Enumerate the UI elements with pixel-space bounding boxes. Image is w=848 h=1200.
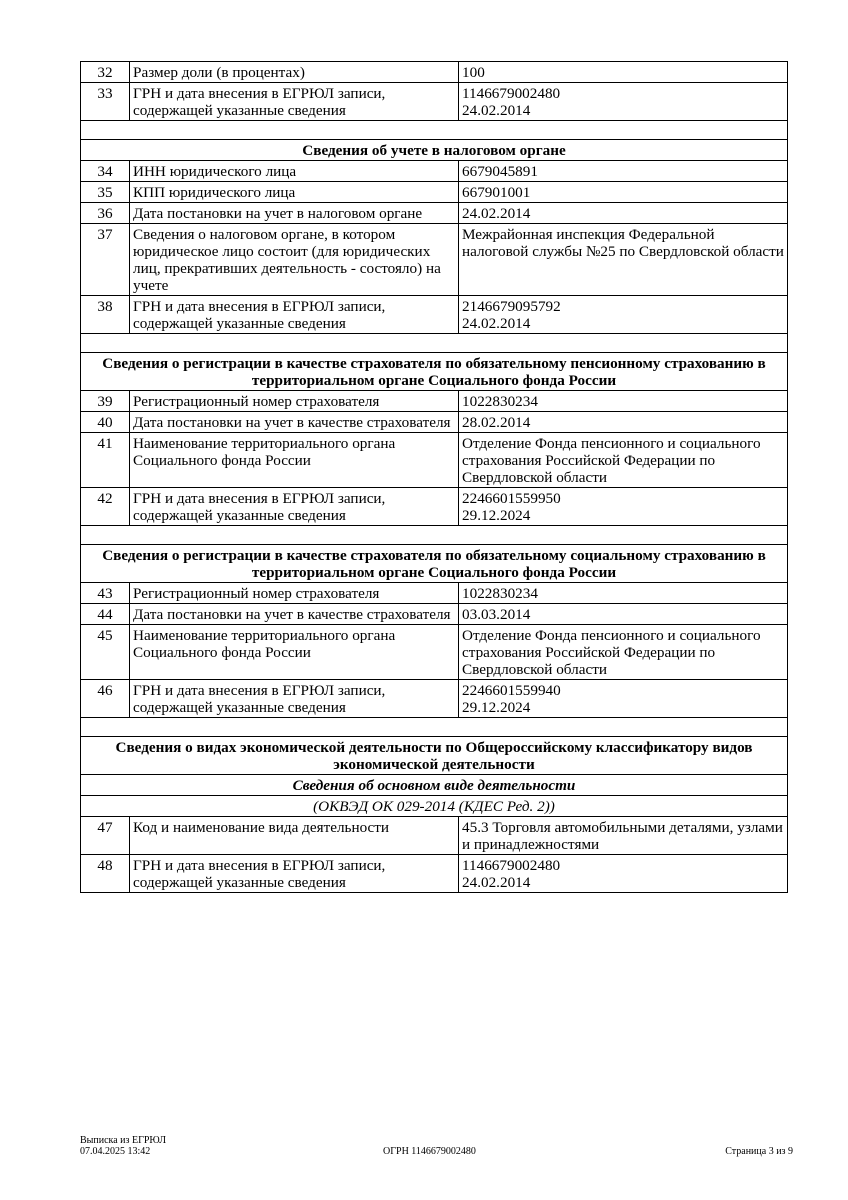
row-value [459,433,788,488]
table-row [81,488,788,526]
section-title-okved: Сведения о видах экономической деятельности по Общероссийскому классификатору видов экономической деятельности [81,737,788,775]
row-value [459,488,788,526]
row-number: 33 [81,83,130,121]
section-social [81,545,788,583]
row-value-line: 24.02.2014 [462,102,531,119]
row-value-line: 100 [462,64,485,81]
okved-classifier-label: (ОКВЭД ОК 029-2014 (КДЕС Ред. 2)) [81,796,788,817]
rows-share [81,62,788,121]
row-number: 32 [81,62,130,83]
table-row [81,83,788,121]
row-label: ГРН и дата внесения в ЕГРЮЛ записи, содержащей указанные сведения [130,296,459,334]
row-value-line: 2246601559950 [462,490,561,507]
row-number: 37 [81,224,130,296]
row-label: Наименование территориального органа Социального фонда России [130,625,459,680]
section-pension [81,353,788,391]
table-row [81,604,788,625]
row-number: 41 [81,433,130,488]
footer-doc-datetime: 07.04.2025 13:42 [80,1146,151,1157]
section-subtitle-okved: Сведения об основном виде деятельности [81,775,788,796]
row-label: ГРН и дата внесения в ЕГРЮЛ записи, содержащей указанные сведения [130,680,459,718]
row-value-line: 24.02.2014 [462,205,531,222]
row-value-line: Отделение Фонда пенсионного и социального страхования Российской Федерации по Свердловской области [462,627,761,678]
footer-ogrn: ОГРН 1146679002480 [383,1146,476,1157]
section-title-social: Сведения о регистрации в качестве страхователя по обязательному социальному страхованию в территориальном органе Социального фонда России [81,545,788,583]
row-value-line: 1146679002480 [462,85,561,102]
row-value-line: 29.12.2024 [462,699,531,716]
row-value [459,680,788,718]
row-value-line: 24.02.2014 [462,874,531,891]
row-value-line: Межрайонная инспекция Федеральной налоговой службы №25 по Свердловской области [462,226,784,260]
table-row [81,817,788,855]
row-value [459,203,788,224]
row-value-line: 45.3 Торговля автомобильными деталями, узлами и принадлежностями [462,819,783,853]
blank-row [81,526,788,545]
row-number: 35 [81,182,130,203]
row-label: Регистрационный номер страхователя [130,391,459,412]
rows-tax [81,161,788,334]
row-value-line: 6679045891 [462,163,538,180]
section-okved [81,737,788,817]
table-row [81,62,788,83]
row-label: Дата постановки на учет в качестве страхователя [130,604,459,625]
blank-row [81,121,788,140]
row-number: 39 [81,391,130,412]
row-value-line: 1022830234 [462,393,538,410]
row-value [459,62,788,83]
footer-doc-info [80,1135,166,1157]
table-row [81,161,788,182]
row-value [459,224,788,296]
row-label: Сведения о налоговом органе, в котором юридическое лицо состоит (для юридических лиц, прекративших деятельность - состояло) на учете [130,224,459,296]
row-value [459,83,788,121]
egrul-extract-table [80,61,788,893]
row-value-line: 1146679002480 [462,857,561,874]
rows-pension [81,391,788,526]
row-number: 40 [81,412,130,433]
row-value-line: 2146679095792 [462,298,561,315]
row-label: ГРН и дата внесения в ЕГРЮЛ записи, содержащей указанные сведения [130,83,459,121]
blank-row [81,334,788,353]
row-number: 36 [81,203,130,224]
row-label: ГРН и дата внесения в ЕГРЮЛ записи, содержащей указанные сведения [130,488,459,526]
row-number: 42 [81,488,130,526]
row-value-line: Отделение Фонда пенсионного и социального страхования Российской Федерации по Свердловской области [462,435,761,486]
row-value-line: 1022830234 [462,585,538,602]
footer-page-number: Страница 3 из 9 [725,1146,793,1157]
row-number: 43 [81,583,130,604]
row-value [459,296,788,334]
row-value [459,817,788,855]
row-number: 48 [81,855,130,893]
section-title-tax: Сведения об учете в налоговом органе [81,140,788,161]
table-row [81,224,788,296]
table-row [81,182,788,203]
row-label: Дата постановки на учет в качестве страхователя [130,412,459,433]
table-row [81,203,788,224]
table-row [81,433,788,488]
section-tax [81,140,788,161]
row-value [459,855,788,893]
row-value-line: 29.12.2024 [462,507,531,524]
row-value [459,583,788,604]
row-label: КПП юридического лица [130,182,459,203]
row-number: 45 [81,625,130,680]
row-value [459,182,788,203]
table-row [81,680,788,718]
row-value-line: 03.03.2014 [462,606,531,623]
row-value [459,625,788,680]
row-value-line: 2246601559940 [462,682,561,699]
row-number: 34 [81,161,130,182]
row-label: Код и наименование вида деятельности [130,817,459,855]
blank-row-1 [81,121,788,140]
blank-row [81,718,788,737]
row-label: Регистрационный номер страхователя [130,583,459,604]
row-value-line: 28.02.2014 [462,414,531,431]
table-row [81,855,788,893]
table-row [81,391,788,412]
table-row [81,583,788,604]
row-value [459,412,788,433]
blank-row-4 [81,718,788,737]
row-label: ИНН юридического лица [130,161,459,182]
row-label: Наименование территориального органа Социального фонда России [130,433,459,488]
row-number: 47 [81,817,130,855]
blank-row-2 [81,334,788,353]
row-number: 38 [81,296,130,334]
row-label: Дата постановки на учет в налоговом органе [130,203,459,224]
row-value-line: 24.02.2014 [462,315,531,332]
section-title-pension: Сведения о регистрации в качестве страхователя по обязательному пенсионному страхованию в территориальном органе Социального фонда России [81,353,788,391]
rows-social [81,583,788,718]
row-label: ГРН и дата внесения в ЕГРЮЛ записи, содержащей указанные сведения [130,855,459,893]
row-value [459,161,788,182]
row-number: 46 [81,680,130,718]
rows-okved [81,817,788,893]
table-row [81,412,788,433]
footer-doc-title: Выписка из ЕГРЮЛ [80,1135,166,1146]
row-value-line: 667901001 [462,184,531,201]
row-value [459,391,788,412]
row-label: Размер доли (в процентах) [130,62,459,83]
table-row [81,625,788,680]
row-number: 44 [81,604,130,625]
row-value [459,604,788,625]
blank-row-3 [81,526,788,545]
table-row [81,296,788,334]
